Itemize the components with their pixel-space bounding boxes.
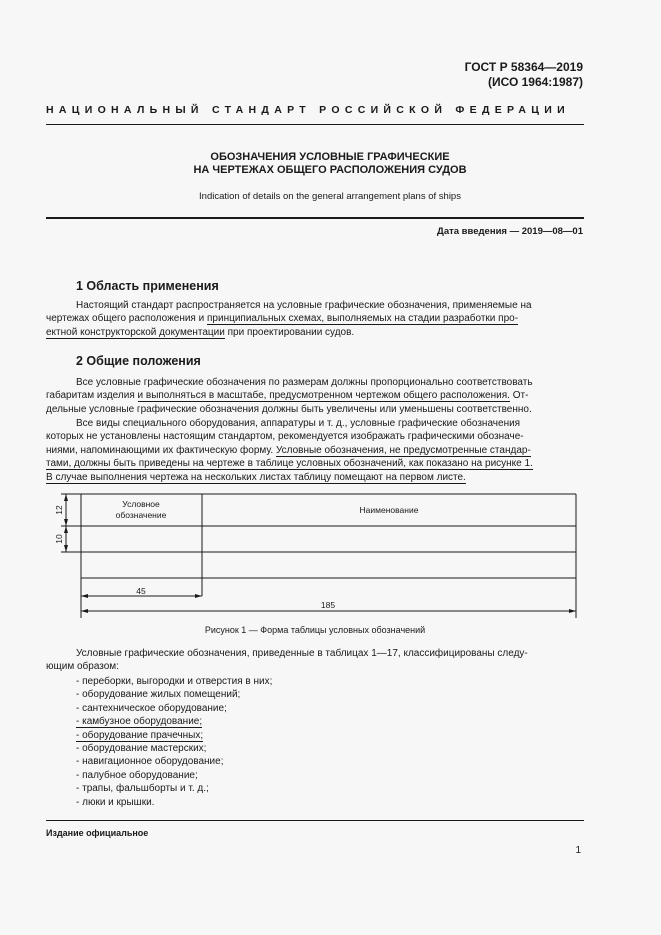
arrowhead [64,519,68,526]
list-item [76,715,272,728]
list-item-text: - палубное оборудование; [76,769,198,781]
arrowhead [81,594,88,598]
text-run: габаритам изделия [46,390,138,402]
list-item [76,769,272,782]
text-run: ниями, напоминающими их фактическую форму. [46,444,276,456]
section-1-heading: 1 Область применения [76,279,219,293]
arrowhead [64,494,68,501]
list-item-text: - навигационное оборудование; [76,756,224,768]
list-item [76,796,272,809]
column-1-header-line-2: обозначение [115,510,167,520]
list-item-text: - люки и крышки. [76,796,155,808]
arrowhead [569,609,576,613]
underlined-run: принципиальных схемах, выполняемых на стадии разработки про- [207,313,519,325]
text-run: чертежах общего расположения и [46,313,207,325]
underlined-run: тами, должны быть приведены на чертеже в таблице условных обозначений, как показано на рисунке 1. [46,458,533,470]
underlined-run: и выполняться в масштабе, предусмотренном чертежом общего расположения. [137,390,510,402]
english-title: Indication of details on the general arrangement plans of ships [199,191,461,202]
arrowhead [195,594,202,598]
column-1-header-line-1: Условное [122,499,160,509]
iso-code: (ИСО 1964:1987) [487,75,583,89]
text-run: при проектировании судов. [224,326,355,338]
list-item [76,742,272,755]
section-2-line: Все виды специального оборудования, аппаратуры и т. д., условные графические обозначения [76,418,521,429]
page-number: 1 [575,845,581,856]
list-item-text: - оборудование мастерских; [76,743,207,755]
section-2-heading: 2 Общие положения [76,354,201,368]
standard-code: ГОСТ Р 58364—2019 [464,60,583,74]
list-item [76,729,272,742]
title-line-2: НА ЧЕРТЕЖАХ ОБЩЕГО РАСПОЛОЖЕНИЯ СУДОВ [193,164,467,176]
title-line-1: ОБОЗНАЧЕНИЯ УСЛОВНЫЕ ГРАФИЧЕСКИЕ [210,151,450,163]
list-item [76,702,272,715]
intro-line: Условные графические обозначения, приведенные в таблицах 1—17, классифицированы следу- [76,648,528,659]
list-item [76,688,272,701]
arrowhead [64,545,68,552]
list-item-text: - камбузное оборудование; [76,716,203,728]
official-edition-label: Издание официальное [46,828,149,838]
arrowhead [64,526,68,533]
underlined-run: В случае выполнения чертежа на нескольких листах таблицу помещают на первом листе. [46,471,466,483]
list-item [76,675,272,688]
dimension-label-10: 10 [54,534,64,544]
classification-list [76,675,272,809]
list-item-text: - сантехническое оборудование; [76,702,227,714]
column-2-header: Наименование [359,505,419,515]
section-1-line: Настоящий стандарт распространяется на условные графические обозначения, применяемые на [76,300,532,311]
arrowhead [81,609,88,613]
list-item [76,755,272,768]
list-item-text: - оборудование прачечных; [76,729,204,741]
list-item [76,782,272,795]
list-item-text: - оборудование жилых помещений; [76,689,241,701]
footer-rule [46,820,584,821]
dimension-label-185: 185 [320,600,336,610]
section-2-line: дельные условные графические обозначения должны быть увеличены или уменьшены соответственно. [46,403,532,415]
section-2-line: Все условные графические обозначения по размерам должны пропорционально соответствовать [76,377,533,388]
dimension-label-45: 45 [136,586,146,596]
list-item-text: - трапы, фальшборты и т. д.; [76,783,209,795]
figure-1-caption: Рисунок 1 — Форма таблицы условных обозначений [204,625,426,635]
list-item-text: - переборки, выгородки и отверстия в них; [76,676,273,687]
text-run: От- [509,390,529,402]
classification-intro [46,647,584,674]
effective-date: Дата введения — 2019—08—01 [437,226,583,237]
dimension-label-12: 12 [54,505,64,515]
intro-line: ющим образом: [46,661,119,673]
underlined-run: ектной конструкторской документации [46,326,225,338]
section-2-line: которых не установлены настоящим стандартом, рекомендуется изображать графическими обозначе- [46,431,524,443]
national-standard-heading: НАЦИОНАЛЬНЫЙ СТАНДАРТ РОССИЙСКОЙ ФЕДЕРАЦИИ [46,104,570,116]
underlined-run: Условные обозначения, не предусмотренные стандар- [275,444,531,456]
